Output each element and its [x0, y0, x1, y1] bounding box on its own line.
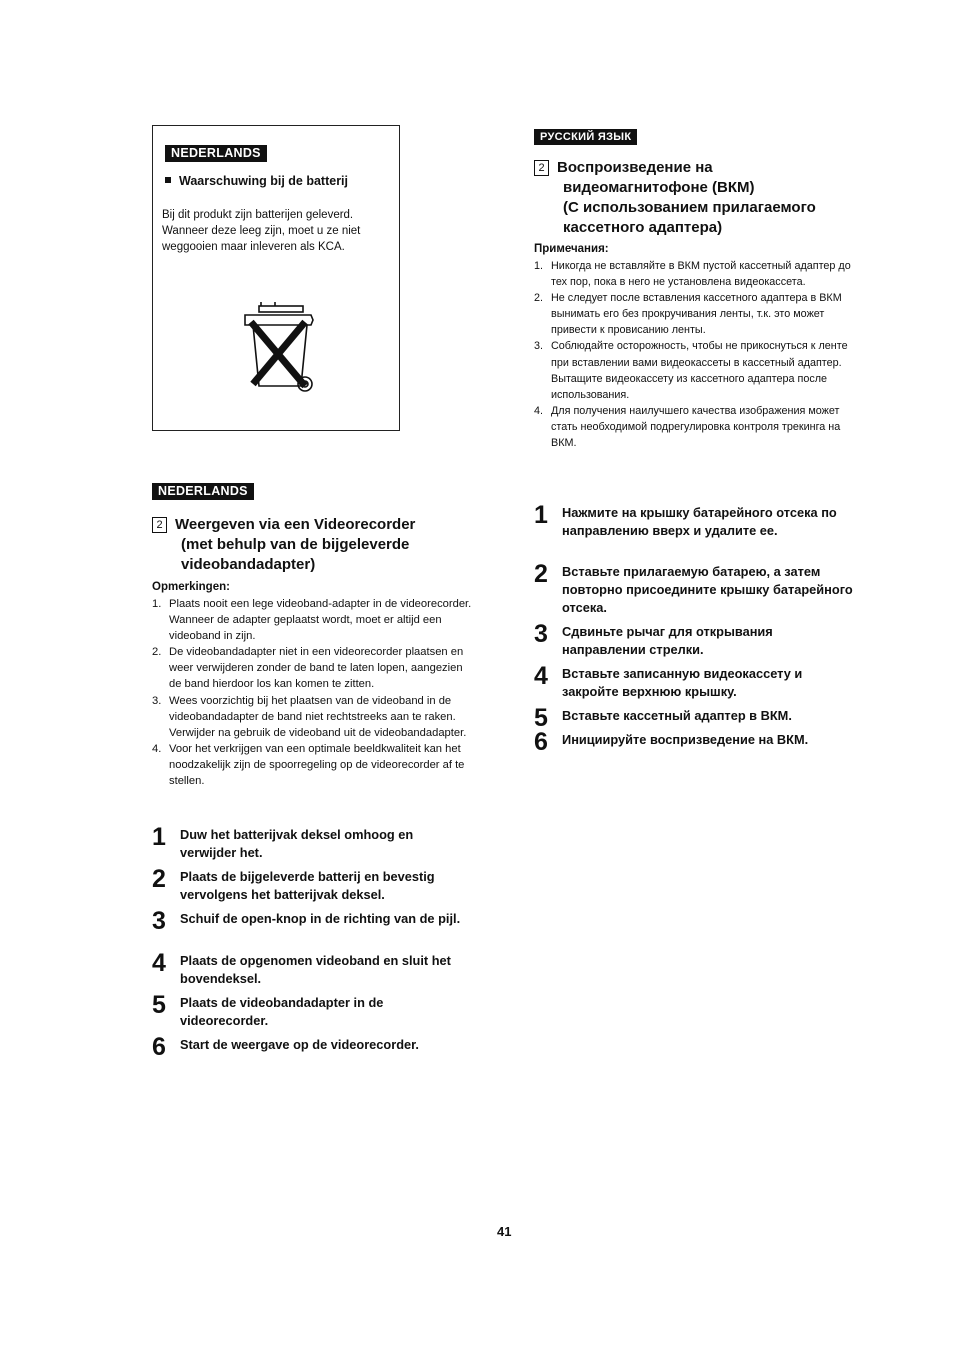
step-item — [534, 501, 854, 540]
step-text: Start de weergave op de videorecorder. — [180, 1037, 419, 1052]
note-number: 2. — [534, 292, 544, 305]
warning-body: Bij dit produkt zijn batterijen geleverd. Wanneer deze leeg zijn, moet u ze niet weggooien maar inleveren als KCA. — [162, 209, 361, 253]
heading-line-3: (С использованием прилагаемого — [563, 199, 816, 216]
step-text: Plaats de videobandadapter in de videorecorder. — [180, 995, 384, 1028]
note-text: Не следует после вставления кассетного адаптера в ВКМ вынимать его без прокручивания ленты, т.к. это может привести к провисанию ленты. — [551, 292, 842, 337]
step-item — [152, 949, 472, 988]
bullet-square-icon — [165, 177, 171, 183]
heading-line-2: (met behulp van de bijgeleverde — [181, 536, 410, 553]
note-number: 1. — [152, 598, 162, 610]
note-item — [534, 290, 852, 338]
heading-line-2: видеомагнитофоне (ВКМ) — [563, 179, 755, 196]
step-number: 4 — [152, 949, 166, 977]
step-text: Plaats de opgenomen videoband en sluit het bovendeksel. — [180, 953, 451, 986]
step-text: Вставьте записанную видеокассету и закройте верхнюю крышку. — [562, 666, 803, 699]
note-number: 3. — [534, 340, 544, 353]
step-number: 1 — [534, 501, 548, 529]
language-tag-nl: NEDERLANDS — [165, 145, 267, 162]
note-text: De videobandadapter niet in een videorecorder plaatsen en weer verwijderen zonder de band te laten lopen, aangezien de band hierdoor los kan komen te zitten. — [169, 646, 464, 691]
language-tag-ru: РУССКИЙ ЯЗЫК — [534, 129, 637, 145]
step-item — [152, 907, 472, 935]
step-number: 6 — [534, 728, 548, 756]
notes-list-nl — [152, 596, 477, 789]
section-heading-nl — [152, 515, 482, 575]
step-text: Нажмите на крышку батарейного отсека по направлению вверх и удалите ее. — [562, 505, 837, 538]
language-tag-nl-section: NEDERLANDS — [152, 483, 254, 500]
note-number: 4. — [152, 742, 162, 755]
notes-title-nl: Opmerkingen: — [152, 581, 230, 593]
heading-line-1: Воспроизведение на — [557, 159, 713, 176]
notes-title-ru: Примечания: — [534, 243, 609, 255]
note-item — [534, 258, 852, 290]
note-item — [152, 596, 477, 644]
step-item — [152, 823, 472, 862]
step-text: Вставьте прилагаемую батарею, а затем повторно присоедините крышку батарейного отсека. — [562, 564, 853, 615]
step-number: 2 — [534, 560, 548, 588]
note-text: Для получения наилучшего качества изображения может стать необходимой подрегулировка контроля трекинга на ВКМ. — [551, 404, 841, 450]
step-item — [152, 991, 472, 1030]
note-item — [534, 403, 852, 451]
heading-line-1: Weergeven via een Videorecorder — [175, 516, 416, 533]
section-number-badge: 2 — [534, 160, 549, 176]
notes-list-ru — [534, 258, 852, 451]
note-text: Voor het verkrijgen van een optimale beeldkwaliteit kan het noodzakelijk zijn de spoorregeling op de videorecorder af te stellen. — [169, 742, 465, 788]
note-text: Соблюдайте осторожность, чтобы не прикоснуться к ленте при вставлении вами видеокассеты в кассетный адаптер. Вытащите видеокассету из кассетного адаптера после использования. — [551, 340, 848, 401]
step-number: 5 — [534, 704, 548, 732]
step-number: 2 — [152, 865, 166, 893]
note-number: 2. — [152, 646, 162, 659]
step-item — [152, 1033, 472, 1061]
step-text: Сдвиньте рычаг для открывания направлении стрелки. — [562, 624, 773, 657]
note-number: 1. — [534, 260, 544, 272]
warning-title — [165, 174, 395, 188]
step-item — [534, 704, 854, 732]
note-text: Никогда не вставляйте в ВКМ пустой кассетный адаптер до тех пор, пока в него не установлена видеокассета. — [551, 260, 851, 289]
step-number: 5 — [152, 991, 166, 1019]
heading-line-4: кассетного адаптера) — [563, 219, 723, 236]
heading-line-3: videobandadapter) — [181, 556, 316, 573]
step-item — [534, 560, 854, 617]
crossed-out-bin-icon — [241, 302, 319, 394]
note-item — [152, 693, 477, 741]
section-heading-ru — [534, 158, 874, 238]
note-number: 4. — [534, 404, 544, 417]
step-number: 3 — [534, 620, 548, 648]
section-number-badge: 2 — [152, 517, 167, 533]
step-item — [534, 620, 854, 659]
step-number: 6 — [152, 1033, 166, 1061]
step-text: Plaats de bijgeleverde batterij en bevestig vervolgens het batterijvak deksel. — [180, 869, 435, 902]
step-item — [534, 662, 854, 701]
note-text: Plaats nooit een lege videoband-adapter in de videorecorder. Wanneer de adapter geplaatst wordt, moet er altijd een videoband in zijn. — [169, 598, 472, 643]
note-item — [152, 741, 477, 789]
note-text: Wees voorzichtig bij het plaatsen van de videoband in de videobandadapter de band niet rechtstreeks aan te raken. Verwijder na gebruik de videoband uit de videobandadapter. — [169, 694, 467, 739]
note-item — [152, 644, 477, 692]
note-number: 3. — [152, 694, 162, 707]
page-number: 41 — [497, 1224, 512, 1239]
note-item — [534, 338, 852, 402]
battery-warning-box — [152, 125, 400, 431]
step-text: Schuif de open-knop in de richting van de pijl. — [180, 911, 461, 926]
step-text: Duw het batterijvak deksel omhoog en verwijder het. — [180, 827, 414, 860]
step-item — [534, 728, 854, 756]
step-number: 3 — [152, 907, 166, 935]
step-number: 1 — [152, 823, 166, 851]
step-item — [152, 865, 472, 904]
step-text: Вставьте кассетный адаптер в ВКМ. — [562, 708, 792, 723]
step-number: 4 — [534, 662, 548, 690]
step-text: Инициируйте воспризведение на ВКМ. — [562, 732, 809, 747]
warning-title-text: Waarschuwing bij de batterij — [179, 174, 349, 188]
